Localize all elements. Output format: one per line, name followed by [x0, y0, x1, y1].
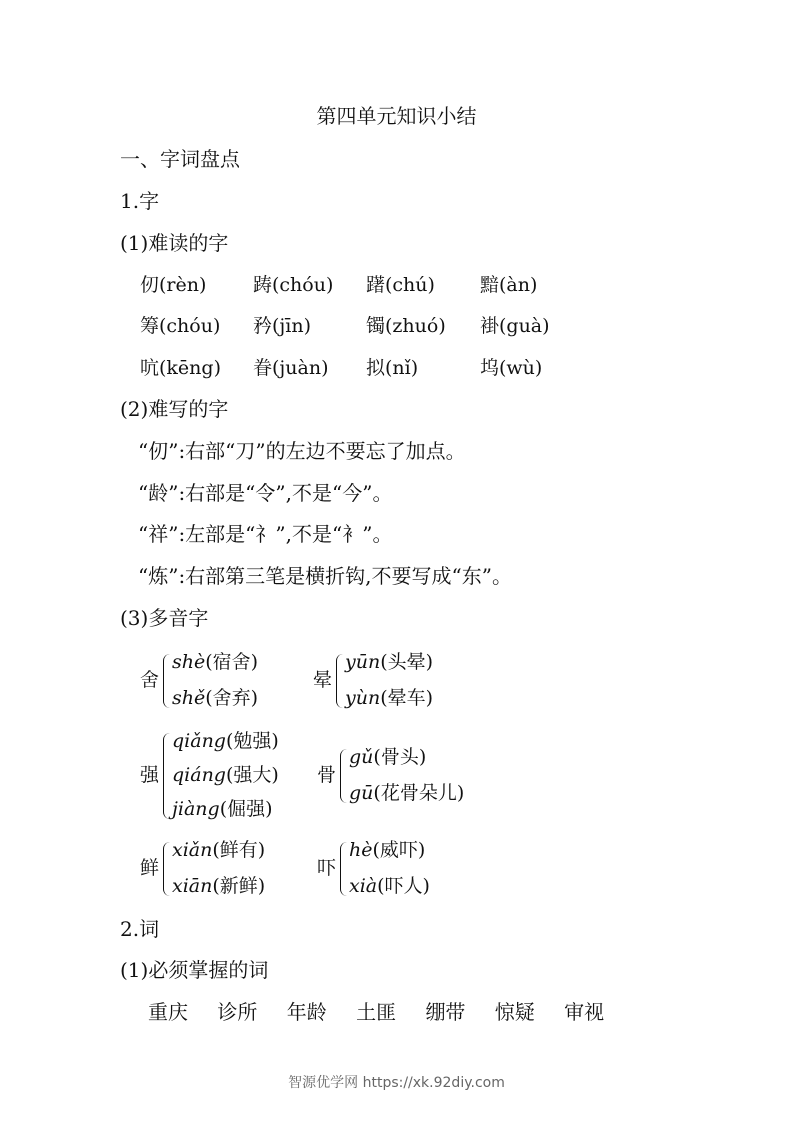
char-item: 眷(juàn) [253, 357, 329, 379]
brace-symbol [163, 842, 170, 896]
brace-symbol [163, 733, 170, 819]
brace-symbol [340, 842, 347, 896]
heading-hard-to-read: (1)难读的字 [120, 231, 229, 255]
brace-symbol [163, 654, 170, 708]
polyphone-char: 晕 [313, 669, 333, 691]
reading: xiǎn(鲜有) [172, 839, 266, 861]
reading: shě(舍弃) [172, 687, 259, 709]
reading: qiáng(强大) [172, 764, 279, 786]
subheading-characters: 1.字 [120, 189, 160, 213]
brace-symbol [336, 654, 343, 708]
word-item: 年龄 [286, 1000, 327, 1024]
char-item: 踌(chóu) [253, 274, 334, 296]
char-item: 镯(zhuó) [366, 315, 446, 337]
writing-note: “祥”:左部是“礻”,不是“衤”。 [138, 522, 393, 546]
reading: qiǎng(勉强) [172, 730, 279, 752]
heading-must-know-words: (1)必须掌握的词 [120, 958, 269, 982]
reading: gū(花骨朵儿) [349, 782, 465, 804]
polyphone-char: 吓 [317, 857, 337, 879]
reading: shè(宿舍) [172, 651, 259, 673]
polyphone-char: 强 [140, 764, 160, 786]
polyphone-char: 骨 [317, 764, 337, 786]
char-item: 躇(chú) [366, 274, 435, 296]
reading: yūn(头晕) [345, 651, 434, 673]
reading: jiàng(倔强) [172, 798, 273, 820]
polyphone-char: 鲜 [140, 857, 160, 879]
char-item: 拟(nǐ) [366, 357, 419, 379]
heading-hard-to-write: (2)难写的字 [120, 397, 229, 421]
word-item: 土匪 [356, 1000, 397, 1024]
word-item: 惊疑 [494, 1000, 535, 1024]
word-item: 绷带 [425, 1000, 466, 1024]
word-list [148, 1000, 627, 1024]
reading: xiān(新鲜) [172, 875, 266, 897]
char-item: 黯(àn) [480, 274, 538, 296]
char-item: 褂(guà) [480, 315, 550, 337]
page-title: 第四单元知识小结 [316, 104, 477, 128]
writing-note: “龄”:右部是“令”,不是“今”。 [138, 481, 393, 505]
writing-note: “仞”:右部“刀”的左边不要忘了加点。 [138, 439, 466, 463]
reading: hè(威吓) [349, 839, 426, 861]
heading-polyphones: (3)多音字 [120, 606, 209, 630]
char-item: 吭(kēng) [140, 357, 221, 379]
reading: gǔ(骨头) [349, 746, 427, 768]
word-item: 重庆 [148, 1000, 188, 1024]
reading: yùn(晕车) [345, 687, 434, 709]
word-item: 审视 [564, 1000, 605, 1024]
char-item: 筹(chóu) [140, 315, 221, 337]
subheading-words: 2.词 [120, 917, 160, 941]
char-item: 坞(wù) [480, 357, 543, 379]
char-item: 仞(rèn) [140, 274, 207, 296]
word-item: 诊所 [217, 1000, 258, 1024]
char-item: 矜(jīn) [253, 315, 312, 337]
footer-watermark: 智源优学网 https://xk.92diy.com [288, 1075, 505, 1091]
polyphone-char: 舍 [140, 669, 160, 691]
writing-note: “炼”:右部第三笔是横折钩,不要写成“东”。 [138, 564, 512, 588]
section-heading-words: 一、字词盘点 [120, 147, 240, 171]
brace-symbol [340, 749, 347, 803]
reading: xià(吓人) [349, 875, 430, 897]
